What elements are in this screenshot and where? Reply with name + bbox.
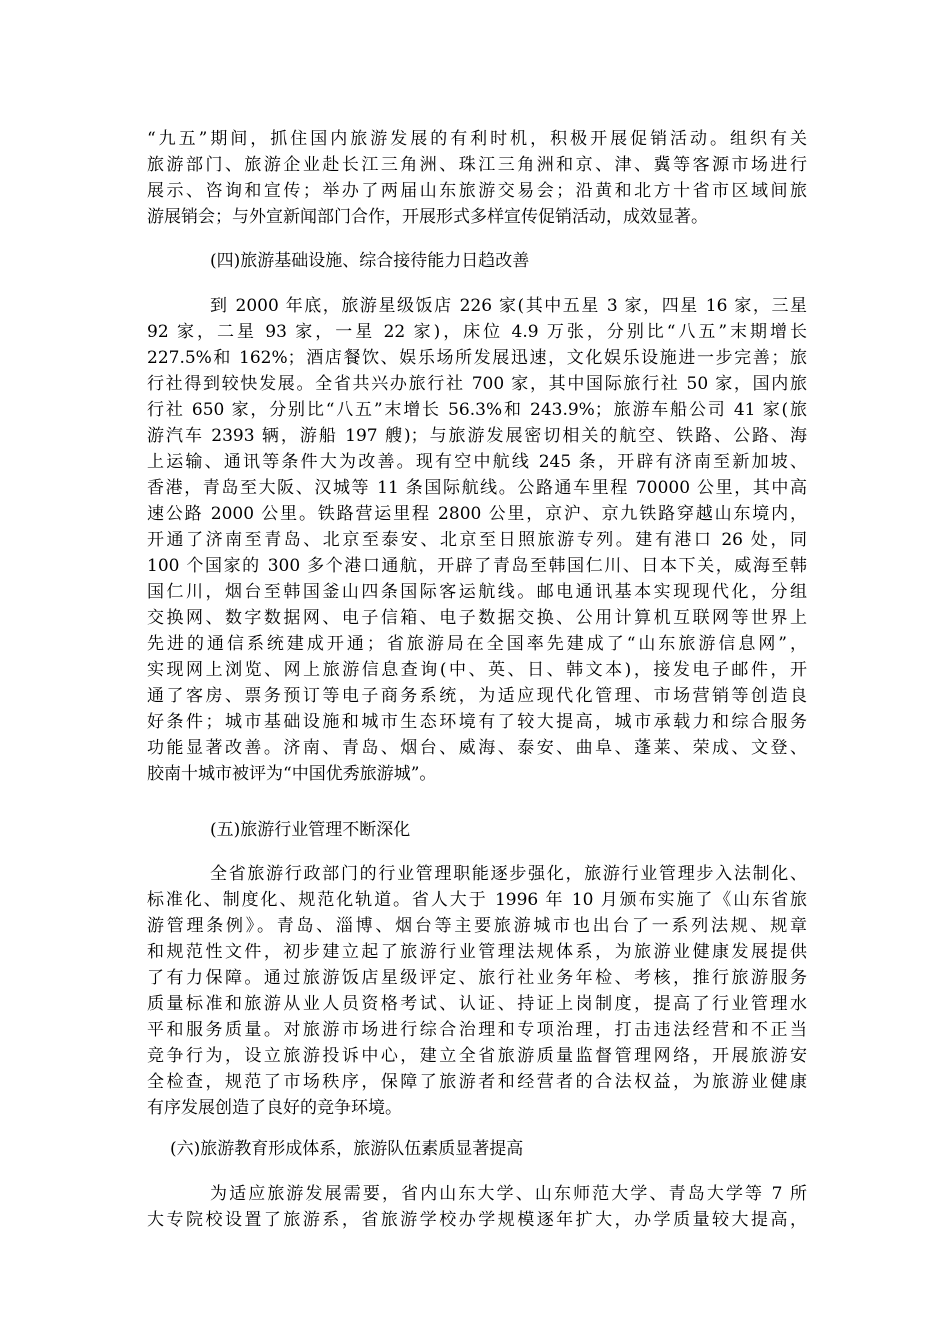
text-line: 到 2000 年底，旅游星级饭店 226 家(其中五星 3 家，四星 16 家，三星 bbox=[210, 296, 807, 316]
text-line: 了有力保障。通过旅游饭店星级评定、旅行社业务年检、考核，推行旅游服务 bbox=[147, 968, 807, 988]
text-line: 通了客房、票务预订等电子商务系统，为适应现代化管理、市场营销等创造良 bbox=[147, 686, 807, 706]
text-line: 旅游部门、旅游企业赴长江三角洲、珠江三角洲和京、津、冀等客源市场进行 bbox=[147, 155, 807, 175]
paragraph-infrastructure bbox=[147, 293, 807, 787]
text-line: 全省旅游行政部门的行业管理职能逐步强化，旅游行业管理步入法制化、 bbox=[210, 864, 807, 884]
paragraph-education bbox=[147, 1181, 807, 1233]
text-line: 有序发展创造了良好的竞争环境。 bbox=[147, 1098, 402, 1118]
text-line: 平和服务质量。对旅游市场进行综合治理和专项治理，打击违法经营和不正当 bbox=[147, 1020, 807, 1040]
text-line: 92 家，二星 93 家，一星 22 家)，床位 4.9 万张，分别比“八五”末期增长 bbox=[147, 322, 807, 342]
paragraph-promotion bbox=[147, 126, 807, 230]
text-line: 香港，青岛至大阪、汉城等 11 条国际航线。公路通车里程 70000 公里，其中高 bbox=[147, 478, 807, 498]
text-line: 先进的通信系统建成开通；省旅游局在全国率先建成了“山东旅游信息网”， bbox=[147, 634, 807, 654]
text-line: 开通了济南至青岛、北京至泰安、北京至日照旅游专列。建有港口 26 处，同 bbox=[147, 530, 807, 550]
text-line: 行社 650 家，分别比“八五”末增长 56.3%和 243.9%；旅游车船公司 41 家(旅 bbox=[147, 400, 807, 420]
paragraph-management bbox=[147, 836, 807, 1121]
text-line: 为适应旅游发展需要，省内山东大学、山东师范大学、青岛大学等 7 所 bbox=[210, 1184, 807, 1204]
section-heading-6: (六)旅游教育形成体系，旅游队伍素质显著提高 bbox=[170, 1139, 524, 1159]
text-line: 和规范性文件，初步建立起了旅游行业管理法规体系，为旅游业健康发展提供 bbox=[147, 942, 807, 962]
text-line: 全检查，规范了市场秩序，保障了旅游者和经营者的合法权益，为旅游业健康 bbox=[147, 1072, 807, 1092]
text-line: 行社得到较快发展。全省共兴办旅行社 700 家，其中国际旅行社 50 家，国内旅 bbox=[147, 374, 807, 394]
text-line: 竞争行为，设立旅游投诉中心，建立全省旅游质量监督管理网络，开展旅游安 bbox=[147, 1046, 807, 1066]
text-line: 游展销会；与外宣新闻部门合作，开展形式多样宣传促销活动，成效显著。 bbox=[147, 207, 708, 227]
text-line: 标准化、制度化、规范化轨道。省人大于 1996 年 10 月颁布实施了《山东省旅 bbox=[147, 890, 807, 910]
section-heading-5: (五)旅游行业管理不断深化 bbox=[210, 820, 411, 840]
text-line: 游管理条例》。青岛、淄博、烟台等主要旅游城市也出台了一系列法规、规章 bbox=[147, 916, 807, 936]
text-line: 100 个国家的 300 多个港口通航，开辟了青岛至韩国仁川、日本下关，威海至韩 bbox=[147, 556, 807, 576]
text-line: 交换网、数字数据网、电子信箱、电子数据交换、公用计算机互联网等世界上 bbox=[147, 608, 807, 628]
text-line: 游汽车 2393 辆，游船 197 艘)；与旅游发展密切相关的航空、铁路、公路、海 bbox=[147, 426, 807, 446]
text-line: 质量标准和旅游从业人员资格考试、认证、持证上岗制度，提高了行业管理水 bbox=[147, 994, 807, 1014]
text-line: 胶南十城市被评为“中国优秀旅游城”。 bbox=[147, 764, 437, 784]
text-line: 展示、咨询和宣传；举办了两届山东旅游交易会；沿黄和北方十省市区域间旅 bbox=[147, 181, 807, 201]
text-line: 国仁川，烟台至韩国釜山四条国际客运航线。邮电通讯基本实现现代化，分组 bbox=[147, 582, 807, 602]
text-line: 功能显著改善。济南、青岛、烟台、威海、泰安、曲阜、蓬莱、荣成、文登、 bbox=[147, 738, 807, 758]
section-heading-4: (四)旅游基础设施、综合接待能力日趋改善 bbox=[210, 251, 530, 271]
text-line: 227.5%和 162%；酒店餐饮、娱乐场所发展迅速，文化娱乐设施进一步完善；旅 bbox=[147, 348, 807, 368]
text-line: 实现网上浏览、网上旅游信息查询(中、英、日、韩文本)，接发电子邮件，开 bbox=[147, 660, 807, 680]
text-line: “九五”期间，抓住国内旅游发展的有利时机，积极开展促销活动。组织有关 bbox=[147, 129, 807, 149]
text-line: 大专院校设置了旅游系，省旅游学校办学规模逐年扩大，办学质量较大提高， bbox=[147, 1210, 807, 1230]
text-line: 上运输、通讯等条件大为改善。现有空中航线 245 条，开辟有济南至新加坡、 bbox=[147, 452, 807, 472]
text-line: 速公路 2000 公里。铁路营运里程 2800 公里，京沪、京九铁路穿越山东境内， bbox=[147, 504, 807, 524]
text-line: 好条件；城市基础设施和城市生态环境有了较大提高，城市承载力和综合服务 bbox=[147, 712, 807, 732]
